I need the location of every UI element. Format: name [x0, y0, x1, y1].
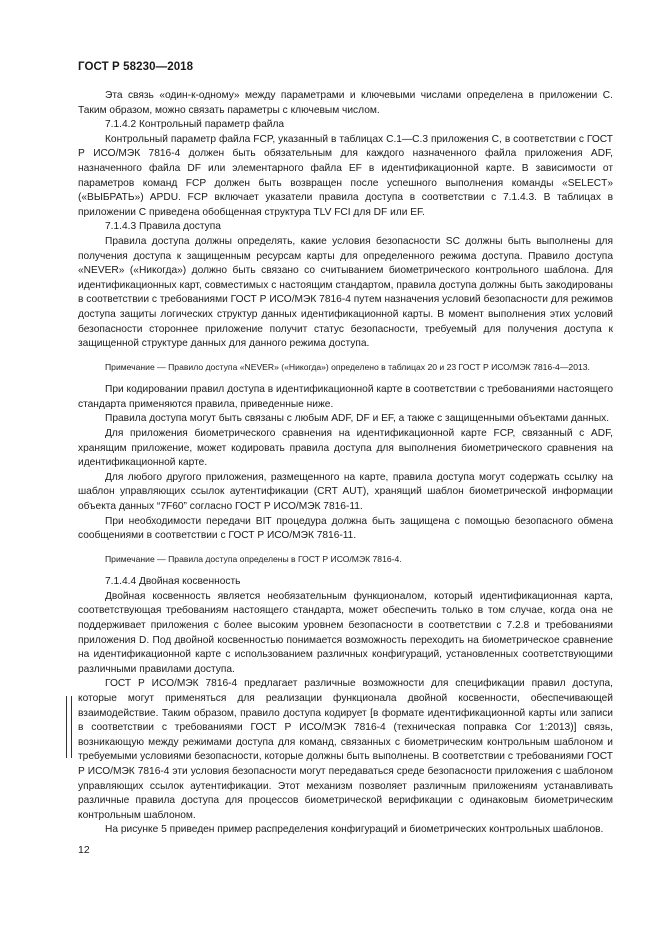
paragraph: Правила доступа могут быть связаны с любым ADF, DF и EF, а также с защищенными объектами данных. [105, 413, 610, 425]
paragraph: Контрольный параметр файла FCP, указанный в таблицах С.1—С.3 приложения С, в соответствии с ГОСТ Р ИСО/МЭК 7816-4 должен быть обязательным для каждого назначенного файла приложения ADF, назначенного файла DF или элементарного файла EF в идентификационной карте. В зависимости от параметров команд FCP должен быть возвращен после успешного выполнения команды «SELECT» («ВЫБРАТЬ») APDU. FCP включает указатели правила доступа в соответствии с 7.1.4.3. В таблицах в приложении С приведена обобщенная структура TLV FCI для DF или EF. [78, 133, 613, 218]
paragraph: На рисунке 5 приведен пример распределения конфигураций и биометрических контрольных шаблонов. [105, 824, 604, 836]
paragraph: При кодировании правил доступа в идентификационной карте в соответствии с требованиями настоящего стандарта применяются правила, приведенные ниже. [78, 384, 613, 410]
note: Примечание — Правила доступа определены в ГОСТ Р ИСО/МЭК 7816-4. [105, 553, 402, 564]
paragraph: Для любого другого приложения, размещенного на карте, правила доступа могут содержать ссылку на шаблон управляющих ссылок аутентификации (CRT AUT), хранящий шаблон биометрической информации объекта данных “7F60” согласно ГОСТ Р ИСО/МЭК 7816-11. [78, 471, 613, 512]
paragraph: Двойная косвенность является необязательным функционалом, который идентификационная карта, соответствующая требованиям настоящего стандарта, может обеспечить только в том случае, когда она не поддерживает приложения с более высоким уровнем безопасности в соответствии с 7.2.8 и требованиями приложения D. Под двойной косвенностью понимается возможность переходить на биометрическое сравнение на идентификационной карте с использованием различных конфигураций, установленных соответствующими различными правилами доступа. [78, 590, 613, 675]
section-heading: 7.1.4.4 Двойная косвенность [105, 576, 241, 588]
paragraph: Для приложения биометрического сравнения на идентификационной карте FCP, связанный с ADF, хранящим приложение, может кодировать правила доступа для выполнения биометрического сравнения на идентификационной карте. [78, 427, 613, 469]
document-body [78, 89, 613, 838]
section-heading: 7.1.4.2 Контрольный параметр файла [105, 119, 285, 131]
change-marker [66, 696, 72, 758]
section-heading: 7.1.4.3 Правила доступа [105, 221, 221, 233]
paragraph: При необходимости передачи BIT процедура должна быть защищена с помощью безопасного обмена сообщениями в соответствии с ГОСТ Р ИСО/МЭК 7816-11. [78, 515, 613, 542]
paragraph: Эта связь «один-к-одному» между параметрами и ключевыми числами определена в приложении С. Таким образом, можно связать параметры с ключевым числом. [78, 90, 613, 116]
page-number: 12 [78, 844, 90, 856]
note: Примечание — Правило доступа «NEVER» («Никогда») определено в таблицах 20 и 23 ГОСТ Р ИСО/МЭК 7816-4—2013. [105, 361, 590, 372]
paragraph: ГОСТ Р ИСО/МЭК 7816-4 предлагает различные возможности для спецификации правил доступа, которые могут применяться для реализации функционала двойной косвенности, обеспечивающей взаимодействие. Таким образом, правило доступа кодирует [в формате идентификационной карты или записи в соответствии с требованиями ГОСТ Р ИСО/МЭК 7816-4 (техническая поправка Cor 1:2013)] связь, возникающую между режимами доступа для команд, связанных с биометрическим контрольным шаблоном и требуемыми условиями безопасности, которые должны быть выполнены. В соответствии с требованиями ГОСТ Р ИСО/МЭК 7816-4 эти условия безопасности могут передаваться среде безопасности приложения с шаблоном управляющих ссылок аутентификации. Этот механизм позволяет различным приложениям устанавливать различные правила доступа для процессов биометрической верификации с одинаковым биометрическим контрольным шаблоном. [78, 678, 613, 821]
document-header: ГОСТ Р 58230—2018 [78, 61, 194, 73]
paragraph: Правила доступа должны определять, какие условия безопасности SC должны быть выполнены для получения доступа к защищенным ресурсам карты для определенного режима доступа. Правило доступа «NEVER» («Никогда») должно быть связано со считыванием биометрического контрольного шаблона. Для идентификационных карт, совместимых с настоящим стандартом, правила доступа должны быть закодированы в соответствии с требованиями ГОСТ Р ИСО/МЭК 7816-4 путем назначения условий безопасности для режимов доступа защиты логических структур данных идентификационной карты. В момент выполнения этих условий безопасности стороннее приложение получит статус безопасности, требуемый для получения доступа к защищенной структуре данных для данного режима доступа. [78, 235, 613, 350]
